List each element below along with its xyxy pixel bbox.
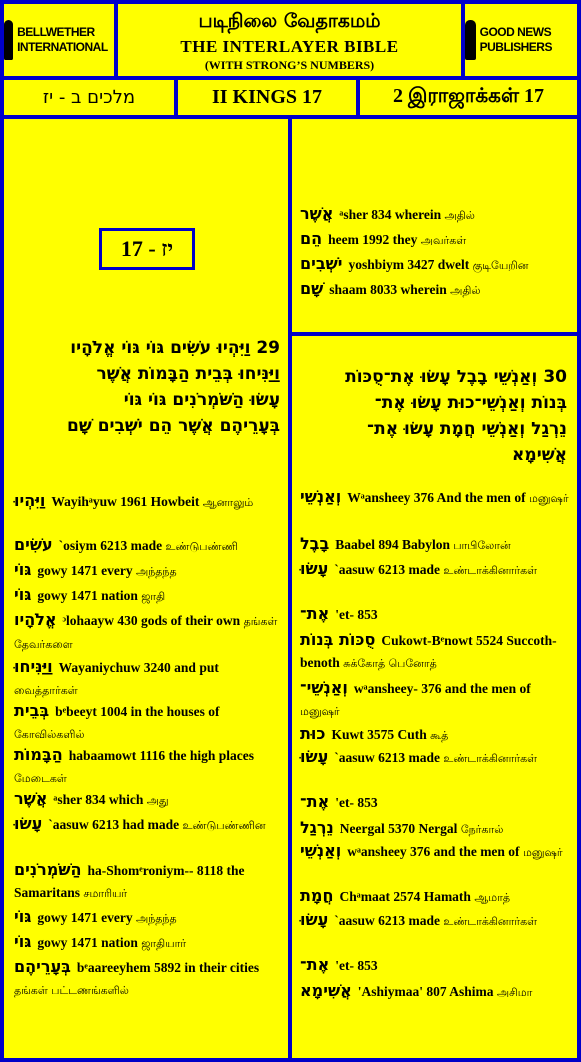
word-entry [300,817,570,841]
hebrew-word: גּוֹי [14,907,32,926]
tamil-gloss: மனுஷர் [300,705,340,718]
tamil-gloss: தங்கள் பட்டணங்களில் [14,984,129,997]
hebrew-word: אֲשִׁימָא [300,981,352,1000]
tamil-gloss: ஜாதி [141,590,166,603]
verse-line: בְּעָרֵיהֶם אֲשֶׁר הֵם יֹשְׁבִים שָׁם [67,416,280,436]
tamil-gloss: உண்டாக்கினார்கள் [443,564,538,577]
word-entry [300,980,570,1004]
verse-line: נֵרְגַל וְאַנְשֵׁי חֲמָת עָשׂוּ אֶת־ [367,419,567,439]
logo-right-text: GOOD NEWS PUBLISHERS [479,25,552,54]
transliteration: shaam 8033 wherein [329,282,447,297]
hebrew-word: עֹשִׂים [14,535,53,554]
reference-hebrew: מלכים ב - יז [4,80,174,115]
hebrew-word: יֹשְׁבִים [300,254,343,273]
verse-line: 29 וַיִּהְיוּ עֹשִׂים גּוֹי גּוֹי אֱלֹהָיו [70,338,280,358]
word-entry [300,278,570,302]
transliteration: Neergal 5370 Nergal [339,821,458,836]
hebrew-word: אֱלֹהָיו [14,610,57,629]
left-column [4,119,288,1058]
hebrew-word: שָׁם [300,279,324,298]
reference-tamil: 2 இராஜாக்கள் 17 [360,80,577,115]
word-entry [14,700,282,746]
tamil-gloss: கோவில்களில் [14,728,85,741]
hebrew-word: וְאַנְשֵׁי־ [300,678,348,697]
tamil-gloss: அதில் [450,284,481,297]
hebrew-word: וַיִּהְיוּ [14,491,46,510]
word-entry [300,629,570,675]
word-entry [14,859,282,905]
hebrew-word: עָשׂוּ [14,814,43,833]
hebrew-word: הַבָּמוֹת [14,745,63,764]
word-entry [14,906,282,930]
transliteration: 'et- 853 [335,958,378,973]
word-entry [300,228,570,252]
hebrew-word: אֲשֶׁר [300,204,334,223]
hebrew-word: חֲמָת [300,886,334,905]
transliteration: Kuwt 3575 Cuth [331,727,427,742]
hebrew-word: כוּת [300,724,326,743]
reference-english: II KINGS 17 [178,80,356,115]
word-entry [14,931,282,955]
transliteration: heem 1992 they [328,232,418,247]
tamil-gloss: அதில் [444,209,475,222]
tamil-gloss: குடியேறின [472,259,529,272]
tamil-gloss: அவர்கள் [420,234,467,247]
word-entry [14,956,282,1002]
hebrew-word: עָשׂוּ [300,747,329,766]
verse-30-hebrew [297,364,567,468]
word-entry [300,885,570,909]
tamil-gloss: மனுஷர் [528,492,569,505]
good-news-logo [465,4,577,76]
hebrew-word: אֶת־ [300,955,330,974]
transliteration: `osiym 6213 made [58,538,163,553]
word-entry [300,486,570,510]
tamil-gloss: உண்டாக்கினார்கள் [443,915,538,928]
transliteration: gowy 1471 nation [37,935,138,950]
hebrew-word: הֵם [300,229,323,248]
word-entry [300,840,570,864]
hebrew-word: גּוֹי [14,560,32,579]
transliteration: Cukowt-Bᵉnowt 5524 Succoth-benoth [300,633,557,670]
transliteration: gowy 1471 nation [37,588,138,603]
hebrew-word: נֵרְגַל [300,818,334,837]
transliteration: 'Ashiymaa' 807 Ashima [357,984,494,999]
tamil-gloss: ஆமாத் [474,891,511,904]
tamil-gloss: மனுஷர் [522,846,563,859]
tamil-gloss: உண்டுபண்ணி [165,540,238,553]
hebrew-word: בְּבֵית [14,701,50,720]
right-bottom-column [292,336,577,1058]
hebrew-word: וַיַּנִּיחוּ [14,657,53,676]
verse-line: אֲשִׁימָא [512,445,567,465]
tamil-gloss: ஆனாலும் [202,496,254,509]
hebrew-word: סֻכּוֹת בְּנוֹת [300,630,376,649]
word-entry [300,723,570,747]
transliteration: gowy 1471 every [37,910,133,925]
transliteration: wᵃansheey- 376 and the men of [353,681,531,696]
person-icon [4,20,13,60]
word-entry [14,813,282,837]
word-entry [300,203,570,227]
transliteration: `aasuw 6213 had made [48,817,180,832]
word-entry [14,744,282,790]
verse-badge: יז - 17 [99,228,195,270]
person-icon [465,20,476,60]
word-entry [14,559,282,583]
tamil-gloss: சமாரியர் [83,887,128,900]
hebrew-word: וְאַנְשֵׁי [300,841,342,860]
word-entry [14,609,282,656]
transliteration: 'et- 853 [335,607,378,622]
hebrew-word: אֶת־ [300,604,330,623]
verse-line: 30 וְאַנְשֵׁי בָבֶל עָשׂוּ אֶת־סֻכּוֹת [345,367,567,387]
title-box [118,4,461,76]
tamil-gloss: மேடைகள் [14,772,67,785]
transliteration: ha-Shomᵉroniym-- 8118 the Samaritans [14,863,245,900]
tamil-gloss: பாபிலோன் [453,539,511,552]
tamil-gloss: கூத் [430,729,449,742]
transliteration: habaamowt 1116 the high places [68,748,255,763]
tamil-gloss: அது [146,794,169,807]
hebrew-word: עָשׂוּ [300,910,329,929]
hebrew-word: בְּעָרֵיהֶם [14,957,71,976]
word-entry [300,746,570,770]
word-entry [300,533,570,557]
tamil-gloss: நேர்கால் [460,823,504,836]
word-entry [14,584,282,608]
tamil-gloss: ஜாதியார் [141,937,187,950]
word-entry [300,253,570,277]
word-entry [14,788,282,812]
word-entry [300,677,570,723]
transliteration: ᵓlohaayw 430 gods of their own [62,613,241,628]
tamil-gloss: உண்டுபண்ணின [182,819,266,832]
transliteration: `aasuw 6213 made [334,562,441,577]
verse-line: וַיַּנִּיחוּ בְּבֵית הַבָּמוֹת אֲשֶׁר [96,364,280,384]
word-entry [14,490,282,514]
word-entry [14,534,282,558]
word-entry [300,558,570,582]
right-top-column [292,119,577,332]
title-tamil: படிநிலை வேதாகமம் [198,10,381,32]
word-entry [300,791,570,815]
hebrew-word: אֶת־ [300,792,330,811]
title-english: THE INTERLAYER BIBLE [180,37,399,56]
tamil-gloss: வைத்தார்கள் [14,684,78,697]
hebrew-word: הַשֹּׁמְרֹנִים [14,860,82,879]
transliteration: `aasuw 6213 made [334,750,441,765]
hebrew-word: גּוֹי [14,585,32,604]
transliteration: bᵉaareeyhem 5892 in their cities [76,960,260,975]
word-entry [14,656,282,702]
transliteration: Wayaniychuw 3240 and put [58,660,219,675]
word-entry [300,603,570,627]
transliteration: `aasuw 6213 made [334,913,441,928]
verse-29-hebrew [10,335,280,439]
transliteration: bᵉbeeyt 1004 in the houses of [55,704,220,719]
transliteration: yoshbiym 3427 dwelt [348,257,470,272]
tamil-gloss: சுக்கோத் பெனோத் [343,657,437,670]
transliteration: ᵃsher 834 which [53,792,144,807]
tamil-gloss: உண்டாக்கினார்கள் [443,752,538,765]
tamil-gloss: அசிமா [496,986,533,999]
transliteration: ᵃsher 834 wherein [339,207,442,222]
transliteration: 'et- 853 [335,795,378,810]
hebrew-word: וְאַנְשֵׁי [300,487,342,506]
word-entry [300,954,570,978]
word-entry [300,909,570,933]
tamil-gloss: அந்தந்த [135,565,177,578]
transliteration: Chᵃmaat 2574 Hamath [339,889,471,904]
transliteration: Wᵃansheey 376 And the men of [347,490,526,505]
transliteration: Wayihᵃyuw 1961 Howbeit [51,494,200,509]
logo-left-text: BELLWETHER INTERNATIONAL [17,25,108,54]
tamil-gloss: அந்தந்த [135,912,177,925]
transliteration: Baabel 894 Babylon [335,537,450,552]
bellwether-logo [4,4,114,76]
transliteration: gowy 1471 every [37,563,133,578]
hebrew-word: בָבֶל [300,534,330,553]
transliteration: wᵃansheey 376 and the men of [347,844,520,859]
verse-line: בְּנוֹת וְאַנְשֵׁי־כוּת עָשׂוּ אֶת־ [374,393,567,413]
hebrew-word: גּוֹי [14,932,32,951]
subtitle: (WITH STRONG’S NUMBERS) [204,58,375,72]
tamil-gloss: தங்கள் தேவர்களை [14,615,278,651]
verse-line: עָשׂוּ הַשֹּׁמְרֹנִים גּוֹי גּוֹי [123,390,280,410]
hebrew-word: אֲשֶׁר [14,789,48,808]
hebrew-word: עָשׂוּ [300,559,329,578]
